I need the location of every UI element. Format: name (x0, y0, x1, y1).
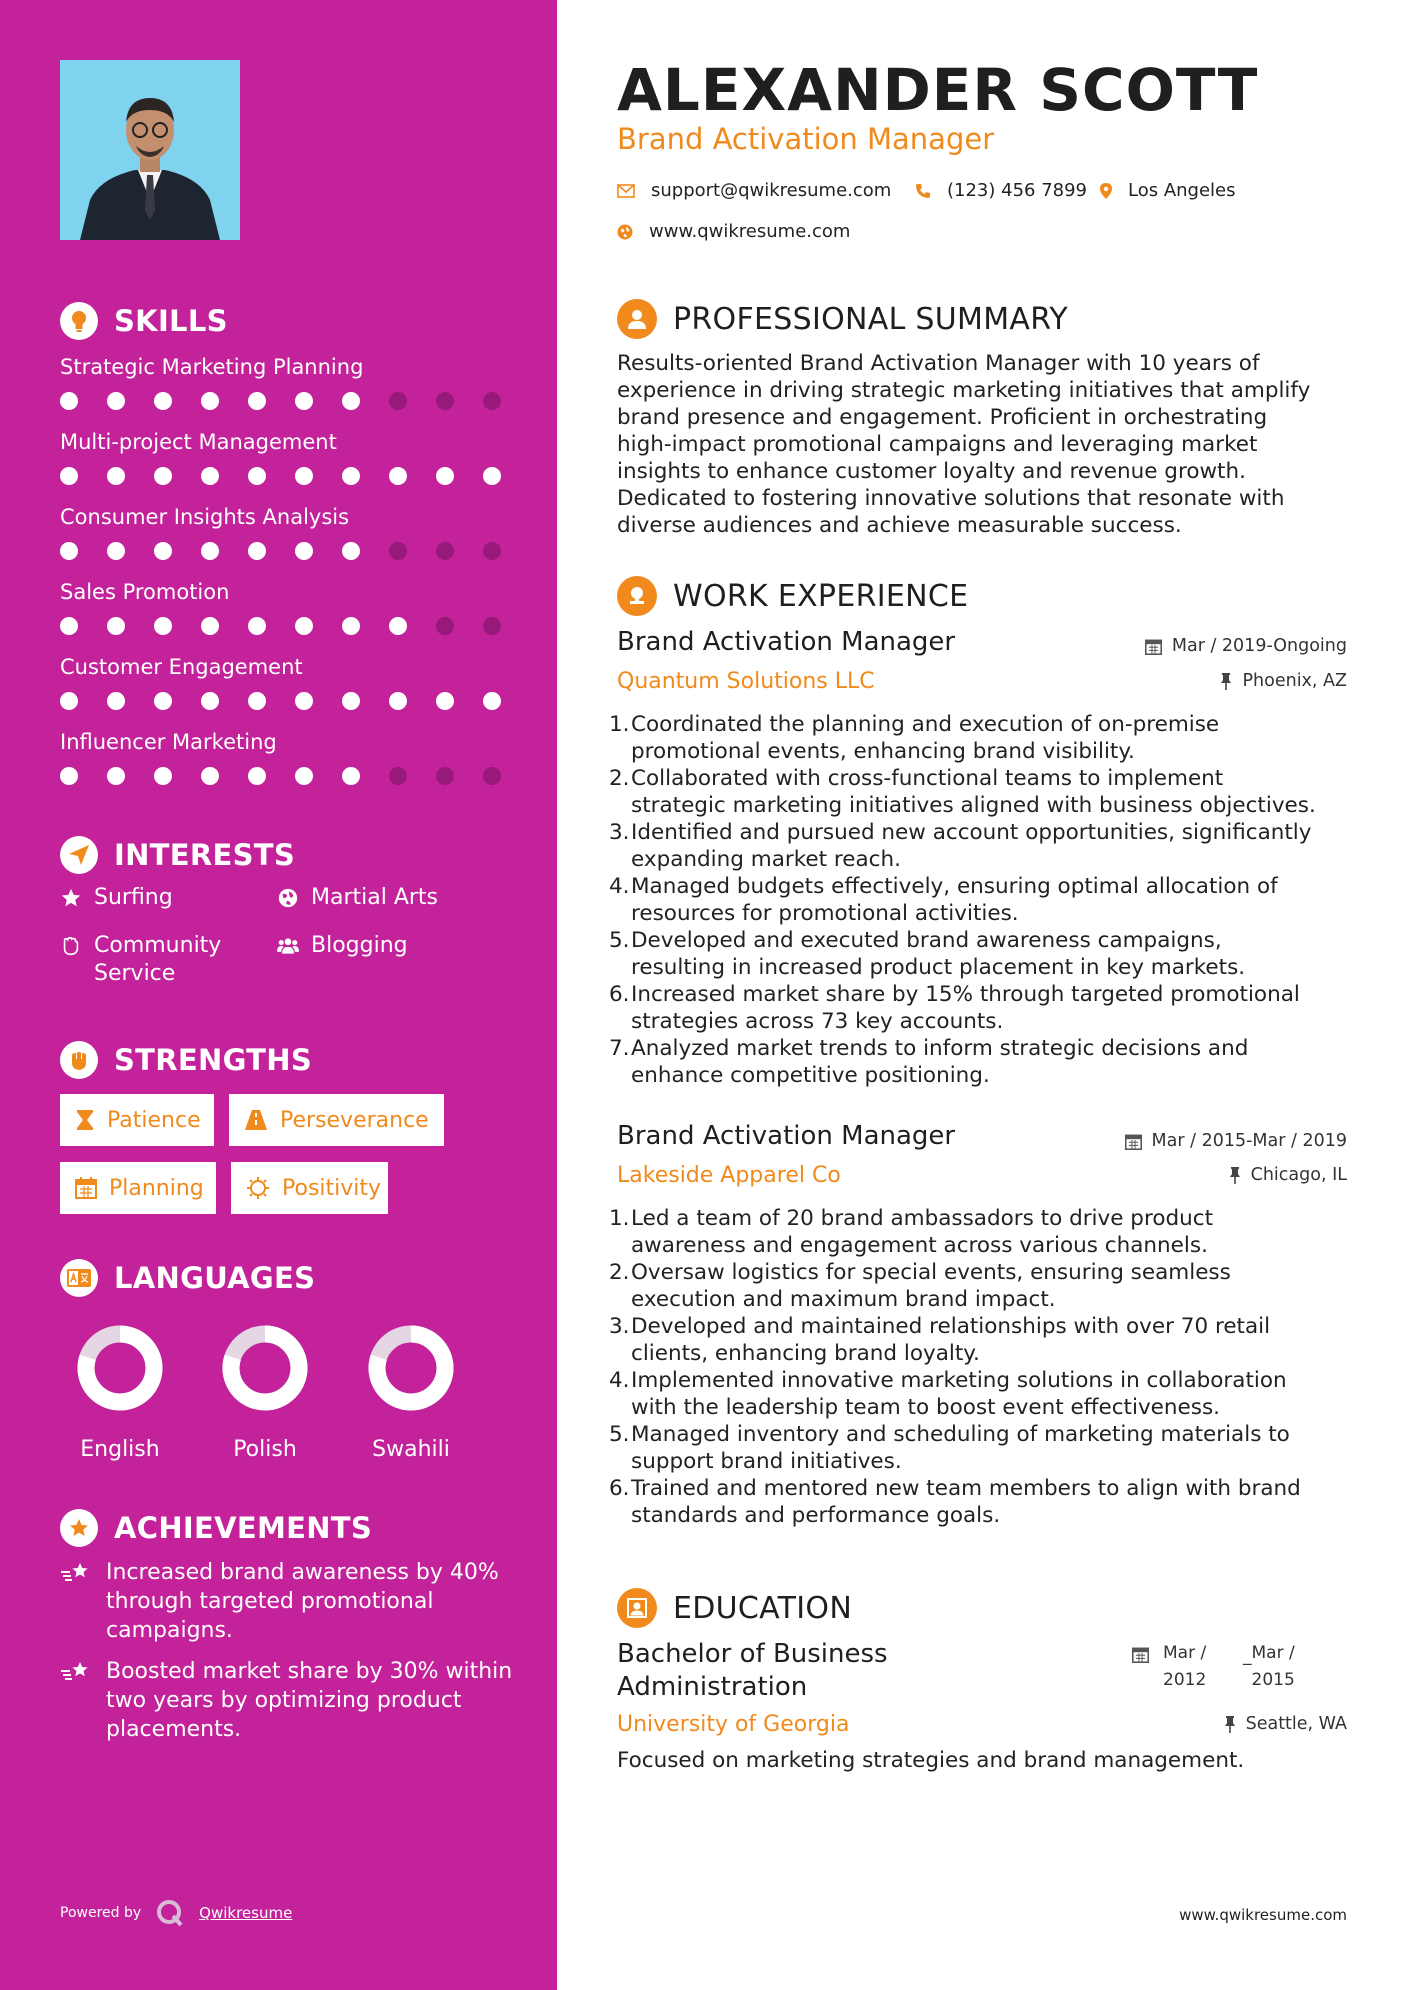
skill-label: Consumer Insights Analysis (60, 505, 350, 529)
skill-rating-dot (295, 542, 313, 560)
duty-line: Implemented innovative marketing solutions in collaboration (631, 1368, 1287, 1393)
duty-line: awareness and engagement across various channels. (631, 1233, 1208, 1258)
interest-item (60, 932, 260, 988)
job-location (1220, 671, 1347, 691)
strength-tag (60, 1162, 216, 1214)
skill-rating-dot (436, 392, 454, 410)
skill-rating-dot (60, 617, 78, 635)
contact-phone (915, 180, 1087, 201)
skill-rating-dot (154, 767, 172, 785)
skill-rating (60, 692, 510, 710)
duty-line: resulting in increased product placement in key markets. (631, 955, 1246, 980)
duty-text (631, 1259, 1231, 1313)
duty-line: Developed and executed brand awareness campaigns, (631, 928, 1222, 953)
duty-text (631, 819, 1312, 873)
skill-rating-dot (154, 392, 172, 410)
pushpin-icon (1229, 1167, 1241, 1184)
skill-rating-dot (201, 767, 219, 785)
languages-title: LANGUAGES (114, 1261, 316, 1295)
calendar-icon (1125, 1133, 1142, 1150)
skill-rating-dot (107, 692, 125, 710)
skill-rating (60, 392, 510, 410)
candidate-role: Brand Activation Manager (617, 122, 995, 156)
website-text[interactable]: www.qwikresume.com (649, 221, 851, 242)
duty-item (609, 819, 1369, 873)
user-icon (617, 299, 657, 339)
duty-line: Coordinated the planning and execution of on-premise (631, 712, 1220, 737)
skill-rating-dot (483, 467, 501, 485)
skill-rating-dot (295, 767, 313, 785)
calendar-icon (1145, 638, 1162, 655)
education-location (1224, 1714, 1347, 1734)
hand-icon (60, 932, 82, 957)
skill-rating-dot (107, 542, 125, 560)
trophy-star-icon (60, 1509, 98, 1547)
skill-item (60, 577, 510, 635)
contact-location (1100, 180, 1236, 201)
skill-item (60, 352, 510, 410)
interest-item (277, 932, 408, 960)
achievement-text: Increased brand awareness by 40% through targeted promotional campaigns. (106, 1560, 499, 1643)
summary-line: Dedicated to fostering innovative solutions that resonate with (617, 486, 1285, 511)
duty-number: 6. (609, 982, 630, 1007)
duty-item (609, 927, 1369, 981)
strength-label: Perseverance (280, 1107, 429, 1133)
interests-title: INTERESTS (114, 838, 296, 872)
education-start-year: 2012 (1163, 1670, 1207, 1690)
strength-label: Patience (107, 1107, 201, 1133)
interest-label: Blogging (311, 933, 408, 958)
skill-label: Customer Engagement (60, 655, 303, 679)
education-degree: Bachelor of Business Administration (617, 1639, 888, 1702)
duty-line: strategies across 73 key accounts. (631, 1009, 1004, 1034)
language-name: English (80, 1437, 160, 1462)
fist-icon (60, 1041, 98, 1079)
summary-line: brand presence and engagement. Proficient in orchestrating (617, 405, 1268, 430)
skill-rating-dot (295, 617, 313, 635)
main-content (557, 0, 1407, 1990)
users-icon (277, 932, 299, 957)
profile-photo (60, 60, 240, 240)
duty-item (609, 981, 1369, 1035)
skill-rating-dot (436, 767, 454, 785)
duty-number: 3. (609, 1314, 630, 1339)
skill-rating-dot (436, 542, 454, 560)
language-item (205, 1325, 325, 1462)
duty-text (631, 1475, 1301, 1529)
skill-rating-dot (389, 392, 407, 410)
skill-label: Sales Promotion (60, 580, 230, 604)
strength-tag (60, 1094, 214, 1146)
duty-number: 5. (609, 1422, 630, 1447)
duty-item (609, 1475, 1369, 1529)
skill-item (60, 502, 510, 560)
interest-label: Surfing (94, 885, 173, 910)
interest-label: Community Service (94, 933, 222, 986)
company-name: Quantum Solutions LLC (617, 669, 875, 694)
skill-rating-dot (483, 767, 501, 785)
job-title: Brand Activation Manager (617, 627, 956, 657)
skill-rating-dot (483, 692, 501, 710)
strength-tag (231, 1162, 388, 1214)
interest-label: Martial Arts (311, 885, 439, 910)
duty-text (631, 1421, 1290, 1475)
duty-item (609, 1035, 1369, 1089)
skill-rating-dot (389, 767, 407, 785)
education-school: University of Georgia (617, 1712, 850, 1737)
skill-rating-dot (436, 467, 454, 485)
shooting-star-icon (60, 1558, 92, 1645)
duty-line: promotional events, enhancing brand visibility. (631, 739, 1135, 764)
duty-line: Increased market share by 15% through targeted promotional (631, 982, 1300, 1007)
language-name: Polish (233, 1437, 297, 1462)
duty-number: 3. (609, 820, 630, 845)
duty-line: strategic marketing initiatives aligned with business objectives. (631, 793, 1316, 818)
strength-label: Planning (109, 1175, 204, 1201)
duty-line: resources for promotional activities. (631, 901, 1019, 926)
duty-number: 2. (609, 766, 630, 791)
skill-rating-dot (60, 692, 78, 710)
skill-rating-dot (107, 767, 125, 785)
duty-line: Managed budgets effectively, ensuring optimal allocation of (631, 874, 1278, 899)
education-dates (1132, 1640, 1312, 1694)
skill-rating-dot (201, 692, 219, 710)
skill-label: Strategic Marketing Planning (60, 355, 364, 379)
summary-line: high-impact promotional campaigns and leveraging market (617, 432, 1258, 457)
education-title: EDUCATION (673, 1590, 853, 1626)
duty-item (609, 873, 1369, 927)
phone-icon (915, 183, 931, 199)
skill-rating-dot (60, 392, 78, 410)
skill-rating-dot (248, 617, 266, 635)
skill-rating-dot (248, 767, 266, 785)
duty-number: 6. (609, 1476, 630, 1501)
education-start (1163, 1640, 1243, 1694)
strength-label: Positivity (282, 1175, 382, 1201)
skill-rating-dot (295, 692, 313, 710)
skill-rating-dot (154, 617, 172, 635)
email-text[interactable]: support@qwikresume.com (651, 180, 892, 201)
skill-rating-dot (342, 692, 360, 710)
duty-line: Analyzed market trends to inform strategic decisions and (631, 1036, 1249, 1061)
skill-rating-dot (154, 542, 172, 560)
skill-rating-dot (436, 692, 454, 710)
summary-line: Results-oriented Brand Activation Manager with 10 years of (617, 351, 1260, 376)
duty-line: standards and performance goals. (631, 1503, 1001, 1528)
map-pin-icon (1100, 183, 1112, 199)
language-item (60, 1325, 180, 1462)
briefcase-icon (617, 576, 657, 616)
education-description: Focused on marketing strategies and brand management. (617, 1748, 1245, 1773)
skills-title: SKILLS (114, 304, 228, 338)
skill-rating-dot (483, 542, 501, 560)
duty-text (631, 927, 1245, 981)
footer-url[interactable]: www.qwikresume.com (1179, 1906, 1347, 1924)
duty-line: expanding market reach. (631, 847, 901, 872)
skill-item (60, 727, 510, 785)
language-item (351, 1325, 471, 1462)
duty-item (609, 1205, 1369, 1259)
strength-tag (229, 1094, 444, 1146)
skill-rating-dot (201, 542, 219, 560)
globe-icon (277, 884, 299, 909)
skill-rating-dot (342, 467, 360, 485)
strengths-heading (60, 1040, 312, 1080)
duty-line: clients, enhancing brand loyalty. (631, 1341, 980, 1366)
star-icon (60, 884, 82, 909)
duty-line: Led a team of 20 brand ambassadors to drive product (631, 1206, 1214, 1231)
road-icon (244, 1109, 268, 1131)
achievements-title: ACHIEVEMENTS (114, 1511, 373, 1545)
education-start-month: Mar / (1163, 1643, 1207, 1663)
duty-line: Developed and maintained relationships with over 70 retail (631, 1314, 1271, 1339)
powered-label: Powered by (60, 1905, 142, 1921)
skill-rating-dot (107, 392, 125, 410)
skill-item (60, 652, 510, 710)
education-location-text: Seattle, WA (1245, 1714, 1347, 1734)
duty-item (609, 765, 1369, 819)
globe-icon (617, 224, 633, 240)
skill-rating-dot (342, 542, 360, 560)
achievement-item (60, 1657, 520, 1744)
envelope-icon (617, 184, 635, 198)
phone-text: (123) 456 7899 (947, 180, 1088, 201)
job-dates-text: Mar / 2015-Mar / 2019 (1151, 1131, 1347, 1151)
skill-rating (60, 542, 510, 560)
skill-rating (60, 617, 510, 635)
skill-rating-dot (342, 617, 360, 635)
calendar-icon (75, 1177, 97, 1199)
shooting-star-icon (60, 1657, 92, 1744)
skill-rating-dot (248, 467, 266, 485)
duty-item (609, 1313, 1369, 1367)
duty-line: Managed inventory and scheduling of marketing materials to (631, 1422, 1290, 1447)
skill-rating-dot (107, 617, 125, 635)
pushpin-icon (1224, 1716, 1236, 1733)
duty-item (609, 1421, 1369, 1475)
job-location-text: Phoenix, AZ (1242, 671, 1347, 691)
job-title: Brand Activation Manager (617, 1121, 956, 1151)
skill-rating-dot (60, 467, 78, 485)
duty-number: 1. (609, 712, 630, 737)
summary-text (617, 350, 1357, 539)
duty-item (609, 1367, 1369, 1421)
experience-heading (617, 575, 968, 617)
job-location-text: Chicago, IL (1250, 1165, 1347, 1185)
qwikresume-link[interactable]: Qwikresume (199, 1904, 293, 1922)
skill-rating-dot (295, 392, 313, 410)
education-heading (617, 1587, 852, 1629)
candidate-name: ALEXANDER SCOTT (617, 56, 1259, 124)
duty-line: execution and maximum brand impact. (631, 1287, 1056, 1312)
strengths-title: STRENGTHS (114, 1043, 313, 1077)
paper-plane-icon (60, 836, 98, 874)
summary-title: PROFESSIONAL SUMMARY (673, 301, 1069, 337)
pushpin-icon (1220, 673, 1232, 690)
duty-text (631, 873, 1278, 927)
skill-rating-dot (60, 767, 78, 785)
duty-item (609, 711, 1369, 765)
duty-text (631, 1035, 1248, 1089)
skill-rating-dot (201, 392, 219, 410)
education-end (1252, 1640, 1312, 1694)
language-proficiency-ring (222, 1325, 308, 1411)
powered-by (60, 1898, 292, 1928)
experience-title: WORK EXPERIENCE (673, 578, 969, 614)
duty-number: 4. (609, 1368, 630, 1393)
skill-rating (60, 767, 510, 785)
lightbulb-icon (60, 302, 98, 340)
date-separator: _ (1243, 1646, 1252, 1666)
skill-rating-dot (483, 392, 501, 410)
duty-number: 5. (609, 928, 630, 953)
skill-rating-dot (342, 767, 360, 785)
duty-text (631, 981, 1300, 1035)
skill-rating-dot (154, 692, 172, 710)
skills-heading (60, 301, 228, 341)
skill-rating-dot (201, 617, 219, 635)
job-duties (609, 711, 1369, 1089)
duty-item (609, 1259, 1369, 1313)
graduate-icon (617, 1588, 657, 1628)
achievements-heading (60, 1508, 372, 1548)
duty-number: 7. (609, 1036, 630, 1061)
skill-rating-dot (389, 617, 407, 635)
skill-rating-dot (295, 467, 313, 485)
duty-line: support brand initiatives. (631, 1449, 902, 1474)
languages-heading (60, 1258, 315, 1298)
language-name: Swahili (372, 1437, 450, 1462)
interest-item (60, 884, 173, 912)
interest-item (277, 884, 438, 912)
skill-rating-dot (389, 692, 407, 710)
skill-rating (60, 467, 510, 485)
skill-rating-dot (154, 467, 172, 485)
education-end-month: Mar / (1251, 1643, 1295, 1663)
contact-email (617, 180, 891, 201)
achievement-text: Boosted market share by 30% within two years by optimizing product placements. (106, 1659, 513, 1742)
sun-icon (246, 1176, 270, 1200)
summary-line: experience in driving strategic marketing initiatives that amplify (617, 378, 1311, 403)
company-name: Lakeside Apparel Co (617, 1163, 841, 1188)
contact-website (617, 221, 850, 242)
duty-text (631, 711, 1219, 765)
duty-text (631, 1367, 1287, 1421)
duty-text (631, 1205, 1213, 1259)
job-location (1229, 1165, 1347, 1185)
summary-heading (617, 298, 1068, 340)
skill-rating-dot (201, 467, 219, 485)
skill-rating-dot (436, 617, 454, 635)
hourglass-icon (75, 1108, 95, 1132)
job-duties (609, 1205, 1369, 1529)
calendar-icon (1132, 1640, 1149, 1694)
skill-rating-dot (248, 392, 266, 410)
sidebar (0, 0, 557, 1990)
skill-rating-dot (248, 542, 266, 560)
skill-rating-dot (389, 467, 407, 485)
job-dates (1125, 1131, 1347, 1151)
duty-number: 4. (609, 874, 630, 899)
education-end-year: 2015 (1251, 1670, 1295, 1690)
location-text: Los Angeles (1128, 180, 1236, 201)
duty-line: enhance competitive positioning. (631, 1063, 990, 1088)
skill-rating-dot (342, 392, 360, 410)
achievement-item (60, 1558, 520, 1645)
skill-label: Influencer Marketing (60, 730, 277, 754)
summary-line: diverse audiences and achieve measurable success. (617, 513, 1182, 538)
summary-line: insights to enhance customer loyalty and revenue growth. (617, 459, 1246, 484)
job-dates (1145, 636, 1347, 656)
duty-number: 2. (609, 1260, 630, 1285)
qwikresume-logo-icon (155, 1898, 185, 1928)
duty-line: Identified and pursued new account opportunities, significantly (631, 820, 1312, 845)
duty-text (631, 1313, 1270, 1367)
duty-line: with the leadership team to boost event effectiveness. (631, 1395, 1220, 1420)
language-proficiency-ring (77, 1325, 163, 1411)
skill-rating-dot (483, 617, 501, 635)
translate-icon (60, 1259, 98, 1297)
duty-text (631, 765, 1316, 819)
duty-line: Trained and mentored new team members to align with brand (631, 1476, 1301, 1501)
skill-rating-dot (248, 692, 266, 710)
duty-line: Oversaw logistics for special events, ensuring seamless (631, 1260, 1231, 1285)
language-proficiency-ring (368, 1325, 454, 1411)
duty-line: Collaborated with cross-functional teams to implement (631, 766, 1224, 791)
skill-rating-dot (107, 467, 125, 485)
duty-number: 1. (609, 1206, 630, 1231)
skill-rating-dot (389, 542, 407, 560)
skill-rating-dot (60, 542, 78, 560)
skill-label: Multi-project Management (60, 430, 337, 454)
interests-heading (60, 835, 295, 875)
job-dates-text: Mar / 2019-Ongoing (1171, 636, 1347, 656)
skill-item (60, 427, 510, 485)
